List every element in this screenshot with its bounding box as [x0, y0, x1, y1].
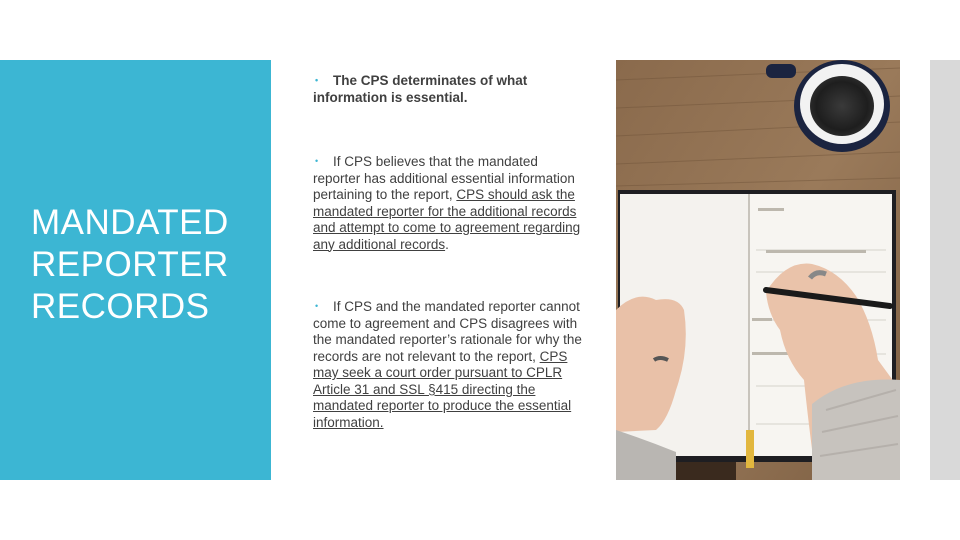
bullet-item-2-tail: .	[445, 236, 449, 252]
bullet-icon: •	[315, 156, 319, 166]
decorative-side-strip	[930, 60, 960, 480]
bullet-item-1	[313, 72, 588, 106]
bullet-list	[313, 72, 588, 431]
bullet-item-1-text: The CPS determinates of what information is essential.	[313, 73, 528, 105]
bullet-item-3	[313, 298, 588, 431]
notebook-writing-photo	[616, 60, 900, 480]
bullet-icon: •	[315, 75, 319, 85]
bullet-item-2-underlined: CPS should ask the mandated reporter for the additional records and attempt to come to agreement regarding any additional records	[313, 187, 581, 252]
bullet-item-2	[313, 153, 588, 253]
bullet-icon: •	[315, 301, 319, 311]
slide-title	[31, 202, 266, 328]
title-line-1: MANDATED	[31, 203, 229, 242]
bullet-item-3-underlined: CPS may seek a court order pursuant to CPLR Article 31 and SSL §415 directing the mandated reporter to produce the essential information.	[313, 348, 572, 430]
bullet-item-3-text: If CPS and the mandated reporter cannot come to agreement and CPS disagrees with the mandated reporter’s rationale for why the records are not relevant to the report,	[313, 299, 582, 364]
title-line-2: REPORTER	[31, 245, 229, 284]
title-line-3: RECORDS	[31, 287, 210, 326]
bullet-item-2-text: If CPS believes that the mandated reporter has additional essential information pertaining to the report,	[313, 154, 575, 202]
